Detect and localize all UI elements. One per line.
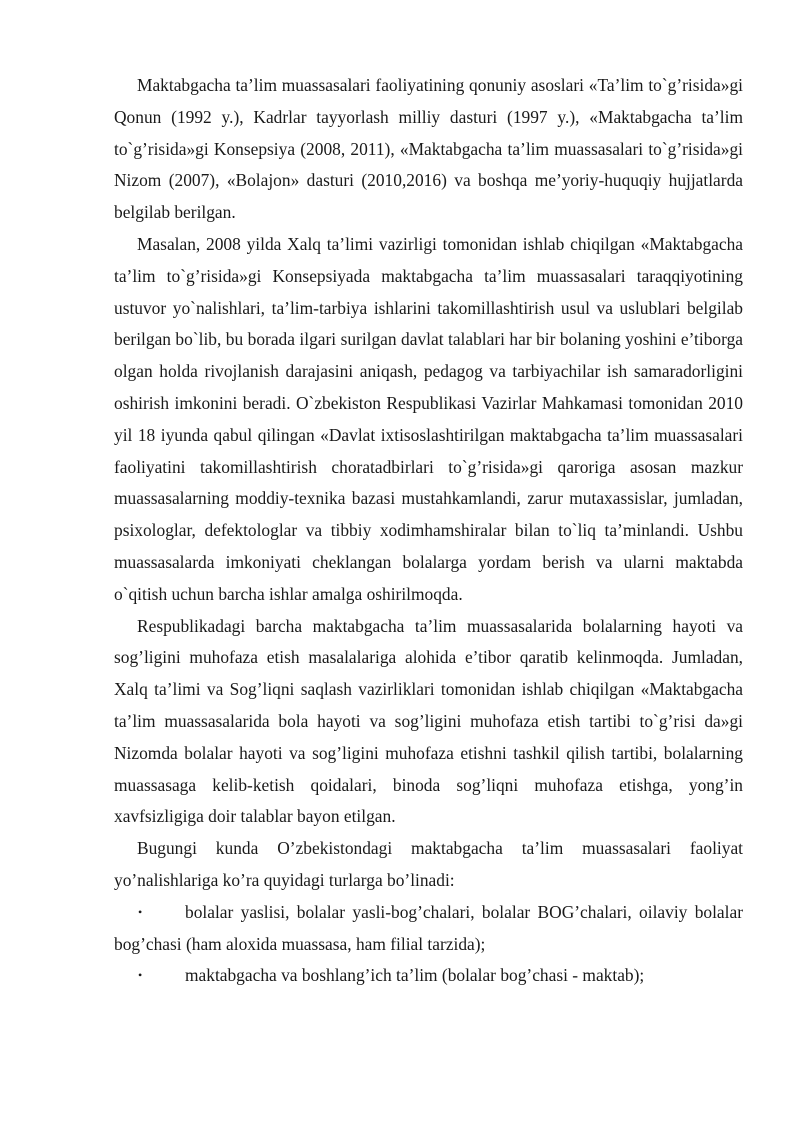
list-item — [114, 960, 743, 992]
list-item-text: maktabgacha va boshlang’ich ta’lim (bolalar bog’chasi - maktab); — [185, 965, 645, 986]
document-page — [114, 70, 743, 992]
paragraph-legal-basis: Maktabgacha ta’lim muassasalari faoliyatining qonuniy asoslari «Ta’lim to`g’risida»gi Qonun (1992 y.), Kadrlar tayyorlash milliy dasturi (1997 y.), «Maktabgacha ta’lim to`g’risida»gi Konsepsiya (2008, 2011), «Maktabgacha ta’lim muassasalari to`g’risida»gi Nizom (2007), «Bolajon» dasturi (2010,2016) va boshqa me’yoriy-huquqiy hujjatlarda belgilab berilgan. — [114, 75, 743, 223]
bullet-icon: • — [138, 968, 143, 983]
list-item-text: bolalar yaslisi, bolalar yasli-bog’chalari, bolalar BOG’chalari, oilaviy bolalar bog’chasi (ham aloxida muassasa, ham filial tarzida); — [114, 901, 743, 954]
list-item — [114, 897, 743, 961]
paragraph-child-safety: Respublikadagi barcha maktabgacha ta’lim muassasalarida bolalarning hayoti va sog’ligini muhofaza etish masalalariga alohida e’tibor qaratib kelinmoqda. Jumladan, Xalq ta’limi va Sog’liqni saqlash vazirliklari tomonidan ishlab chiqilgan «Maktabgacha ta’lim muassasalarida bola hayoti va sog’ligini muhofaza etish tartibi to`g’risi da»gi Nizomda bolalar hayoti va sog’ligini muhofaza etishni tashkil qilish tartibi, bolalarning muassasaga kelib-ketish qoidalari, binoda sog’liqni muhofaza etishga, yong’in xavfsizligiga doir talablar bayon etilgan. — [114, 615, 743, 827]
paragraph-institution-types: Bugungi kunda O’zbekistondagi maktabgacha ta’lim muassasalari faoliyat yo’nalishlariga ko’ra quyidagi turlarga bo’linadi: — [114, 838, 743, 890]
paragraph-concept-2008: Masalan, 2008 yilda Xalq ta’limi vazirligi tomonidan ishlab chiqilgan «Maktabgacha ta’lim to`g’risida»gi Konsepsiyada maktabgacha ta’lim muassasalari taraqqiyotining ustuvor yo`nalishlari, ta’lim-tarbiya ishlarini takomillashtirish usul va uslublari belgilab berilgan bo`lib, bu borada ilgari surilgan davlat talablari har bir bolaning yoshini e’tiborga olgan holda rivojlanish darajasini aniqash, pedagog va tarbiyachilar ish samaradorligini oshirish imkonini beradi. O`zbekiston Respublikasi Vazirlar Mahkamasi tomonidan 2010 yil 18 iyunda qabul qilingan «Davlat ixtisoslashtirilgan maktabgacha ta’lim muassasalari faoliyatini takomillashtirish choratadbirlari to`g’risida»gi qaroriga asosan mazkur muassasalarning moddiy-texnika bazasi mustahkamlandi, zarur mutaxassislar, jumladan, psixologlar, defektologlar va tibbiy xodimhamshiralar bilan to`liq ta’minlandi. Ushbu muassasalarda imkoniyati cheklangan bolalarga yordam berish va ularni maktabda o`qitish uchun barcha ishlar amalga oshirilmoqda. — [114, 233, 743, 604]
bullet-icon: • — [138, 904, 143, 919]
